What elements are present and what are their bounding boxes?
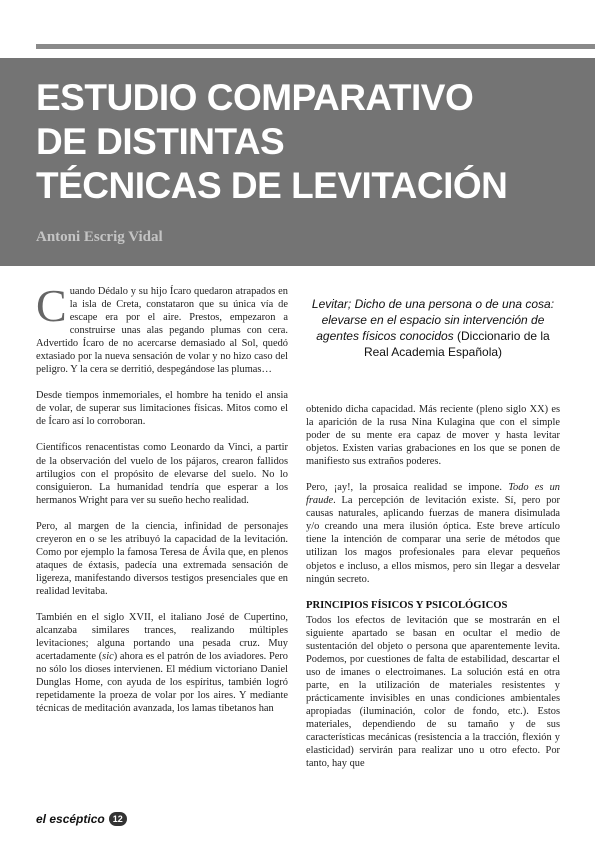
paragraph: Pero, ¡ay!, la prosaica realidad se impone. Todo es un fraude. La percepción de levitación existe. Sí, pero por causas naturales, aplicando fuerzas de manera disimulada y/o creando una mera ilusión óptica. Este breve artículo tiene la intención de comparar una serie de métodos que utilizan los magos profesionales para elevar pequeños objetos e incluso, a ellos mismos, pero sin llegar a desvelar ningún secreto. [306,482,560,585]
page-number: 12 [109,812,127,826]
drop-cap: C [36,280,67,331]
article-author: Antoni Escrig Vidal [36,229,163,245]
pull-quote [306,296,560,360]
left-column [36,280,288,728]
section-heading: PRINCIPIOS FÍSICOS Y PSICOLÓGICOS [306,599,508,611]
quote-definition: Levitar; Dicho de una persona o de una cosa: elevarse en el espacio sin intervención de agentes físicos conocidos [311,297,555,343]
paragraph: Desde tiempos inmemoriales, el hombre ha tenido el ansia de volar, de superar sus limitaciones físicas. Mitos como el de Ícaro así lo corroboran. [36,390,288,428]
title-line-1: ESTUDIO COMPARATIVO [36,77,474,118]
top-rule [36,44,595,49]
paragraph: Pero, al margen de la ciencia, infinidad de personajes creyeron en o se les atribuyó la capacidad de la levitación. Como por ejemplo la famosa Teresa de Ávila que, en plenos ataques de éxtasis, padecía una extremada sensación de ligereza, manifestando diversos testigos presenciales que en realidad levitaba. [36,520,288,597]
paragraph-intro: Cuando Dédalo y su hijo Ícaro quedaron atrapados en la isla de Creta, constataron que su única vía de escape era por el aire. Prestos, empezaron a construirse unas alas pegando plumas con cera. Advertido Ícaro de no acercarse demasiado al Sol, quedó extasiado por la nueva sensación de volar y no hizo caso del peligro. Y la cera se derritió, despegándose las plumas… [36,280,288,376]
magazine-name: el escéptico [36,812,105,826]
right-column [306,403,560,783]
paragraph: obtenido dicha capacidad. Más reciente (pleno siglo XX) es la aparición de la rusa Nina Kulagina que con el simple poder de su mente era capaz de mover y hasta levitar objetos. Existen varias grabaciones en los que se ponen de manifiesto sus extraños poderes. [306,404,560,468]
paragraph: Todos los efectos de levitación que se mostrarán en el siguiente apartado se basan en ocultar el medio de sustentación del objeto o persona que aparentemente levita. Podemos, por cuestiones de falta de estabilidad, descartar el uso de imanes o electroimanes. La solución está en otra parte, en la utilización de materiales resistentes y prácticamente invisibles en unas condiciones ambientales apropiadas (iluminación, color de fondo, etc.). Estos materiales, dependiendo de su tamaño y de sus características mecánicas (resistencia a la tracción, flexión y elasticidad) servirán para realizar uno u otro efecto. Por tanto, hay que [306,614,560,770]
page-footer [36,812,127,826]
quote-source: (Diccionario de la Real Academia Española) [363,329,550,359]
paragraph: También en el siglo XVII, el italiano José de Cupertino, alcanzaba similares trances, realizando múltiples levitaciones; alguna portando una pesada cruz. Muy acertadamente (sic) ahora es el patrón de los aviadores. Pero no sólo los dioses intervienen. El médium victoriano Daniel Dunglas Home, con ayuda de los espíritus, también logró repetidamente la proeza de volar por los aires. Y mediante técnicas de meditación avanzada, los lamas tibetanos han [36,611,288,715]
paragraph: Científicos renacentistas como Leonardo da Vinci, a partir de la observación del vuelo de los pájaros, crearon fallidos artilugios con el propósito de elevarse del suelo. No lo consiguieron. La humanidad tendría que esperar a los hermanos Wright para ver su sueño hecho realidad. [36,442,288,506]
article-title [36,76,576,208]
title-line-3: TÉCNICAS DE LEVITACIÓN [36,165,508,206]
title-line-2: DE DISTINTAS [36,121,285,162]
